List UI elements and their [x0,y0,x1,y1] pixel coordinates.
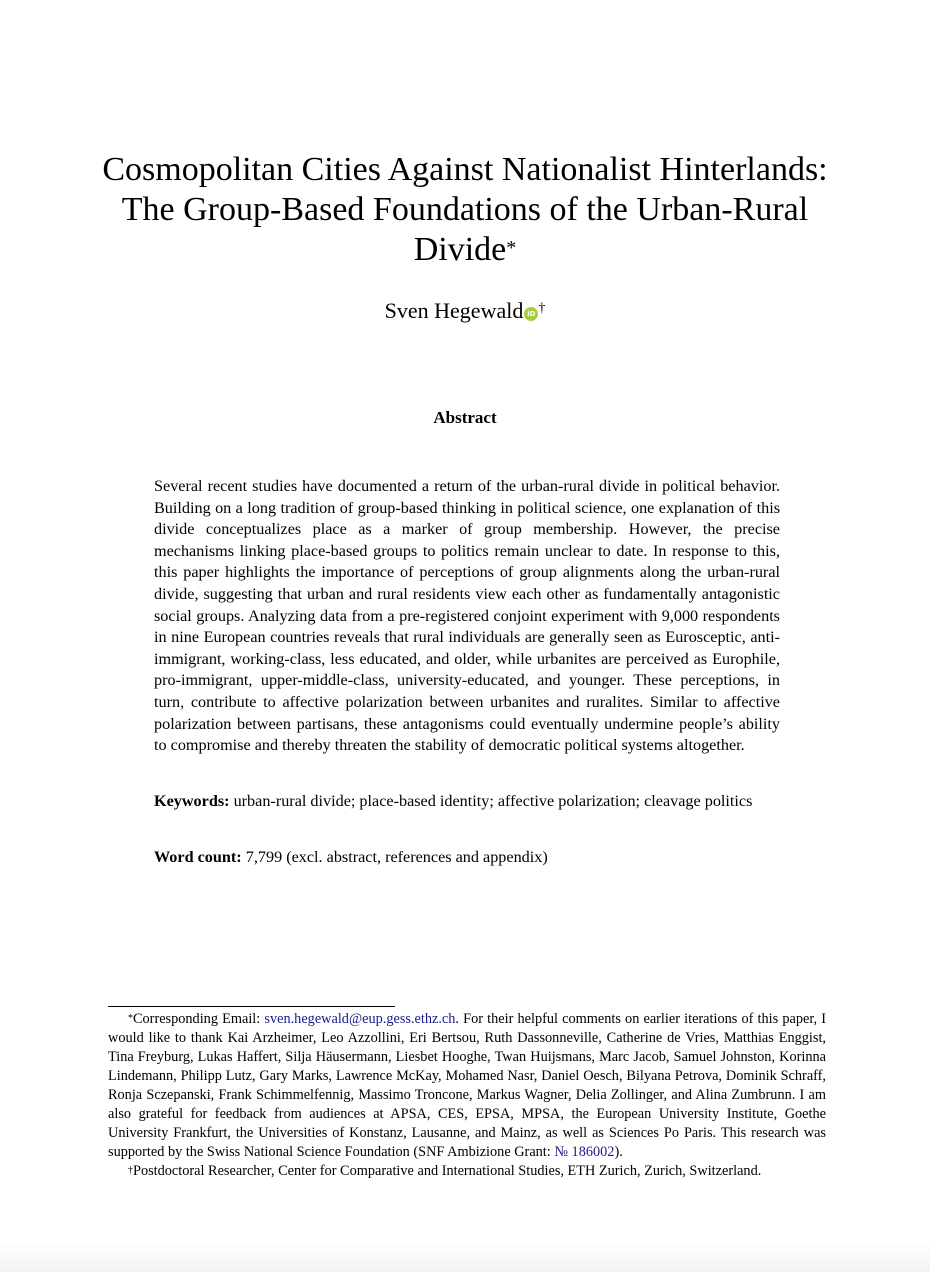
keywords-text: urban-rural divide; place-based identity; affective polarization; cleavage politics [233,792,753,810]
grant-link[interactable]: № 186002 [554,1144,615,1160]
footnote-1 [108,1010,826,1162]
abstract-body [154,476,780,757]
footnote-2-marker: † [128,1165,133,1176]
author-footnote-marker[interactable]: † [538,301,546,316]
title-line-1: Cosmopolitan Cities Against Nationalist Hinterlands: [102,151,828,188]
title-line-3 [100,230,830,270]
word-count [154,847,780,869]
paper-title [100,150,830,270]
footnote-rule [108,1006,395,1007]
footnote-1-suffix: ). [614,1144,623,1160]
abstract-text: Several recent studies have documented a return of the urban-rural divide in political behavior. Building on a long tradition of group-based thinking in political science, one explanation of this divide conceptualizes place as a marker of group membership. However, the precise mechanisms linking place-based groups to politics remain unclear to date. In response to this, this paper highlights the importance of perceptions of group alignments along the urban-rural divide, suggesting that urban and rural residents view each other as fundamentally antagonistic social groups. Analyzing data from a pre-registered conjoint experiment with 9,000 respondents in nine European countries reveals that rural individuals are generally seen as Eurosceptic, anti-immigrant, working-class, less educated, and older, while urbanites are perceived as Europhile, pro-immigrant, upper-middle-class, university-educated, and younger. These perceptions, in turn, contribute to affective polarization between urbanites and ruralites. Similar to affective polarization between partisans, these antagonisms could eventually undermine people’s ability to compromise and thereby threaten the stability of democratic political systems altogether. [154,477,780,755]
page-bottom-shadow [0,1240,930,1272]
title-line-2: The Group-Based Foundations of the Urban-Rural [121,191,809,228]
word-count-label: Word count: [154,848,242,866]
footnote-1-marker: * [128,1013,133,1024]
keywords [154,791,780,813]
footnote-2 [108,1162,826,1181]
abstract-heading: Abstract [433,408,497,427]
word-count-text: 7,799 (excl. abstract, references and appendix) [245,848,548,866]
orcid-icon[interactable]: iD [524,307,538,321]
keywords-label: Keywords: [154,792,230,810]
footnotes [108,1010,826,1181]
footnote-2-text: Postdoctoral Researcher, Center for Comparative and International Studies, ETH Zurich, Zurich, Switzerland. [133,1163,762,1179]
title-footnote-marker[interactable]: * [506,237,517,259]
author-name: Sven Hegewald [384,298,524,323]
footnote-1-prefix: Corresponding Email: [133,1011,265,1027]
title-line-3-text: Divide [413,231,507,268]
email-link[interactable]: sven.hegewald@eup.gess.ethz.ch [264,1011,456,1027]
footnote-1-text: . For their helpful comments on earlier iterations of this paper, I would like to thank Kai Arzheimer, Leo Azzollini, Eri Bertsou, Ruth Dassonneville, Catherine de Vries, Matthias Enggist, Tina Freyburg, Lukas Haffert, Silja Häusermann, Liesbet Hooghe, Twan Huijsmans, Marc Jacob, Samuel Johnston, Korinna Lindemann, Philipp Lutz, Gary Marks, Lawrence McKay, Mohamed Nasr, Daniel Oesch, Bilyana Petrova, Dominik Schraff, Ronja Sczepanski, Frank Schimmelfennig, Massimo Troncone, Markus Wagner, Delia Zollinger, and Alina Zumbrunn. I am also grateful for feedback from audiences at APSA, CES, EPSA, MPSA, the European University Institute, Goethe University Frankfurt, the Universities of Konstanz, Lausanne, and Mainz, as well as Sciences Po Paris. This research was supported by the Swiss National Science Foundation (SNF Ambizione Grant: [108,1011,826,1160]
author-line [0,296,930,326]
